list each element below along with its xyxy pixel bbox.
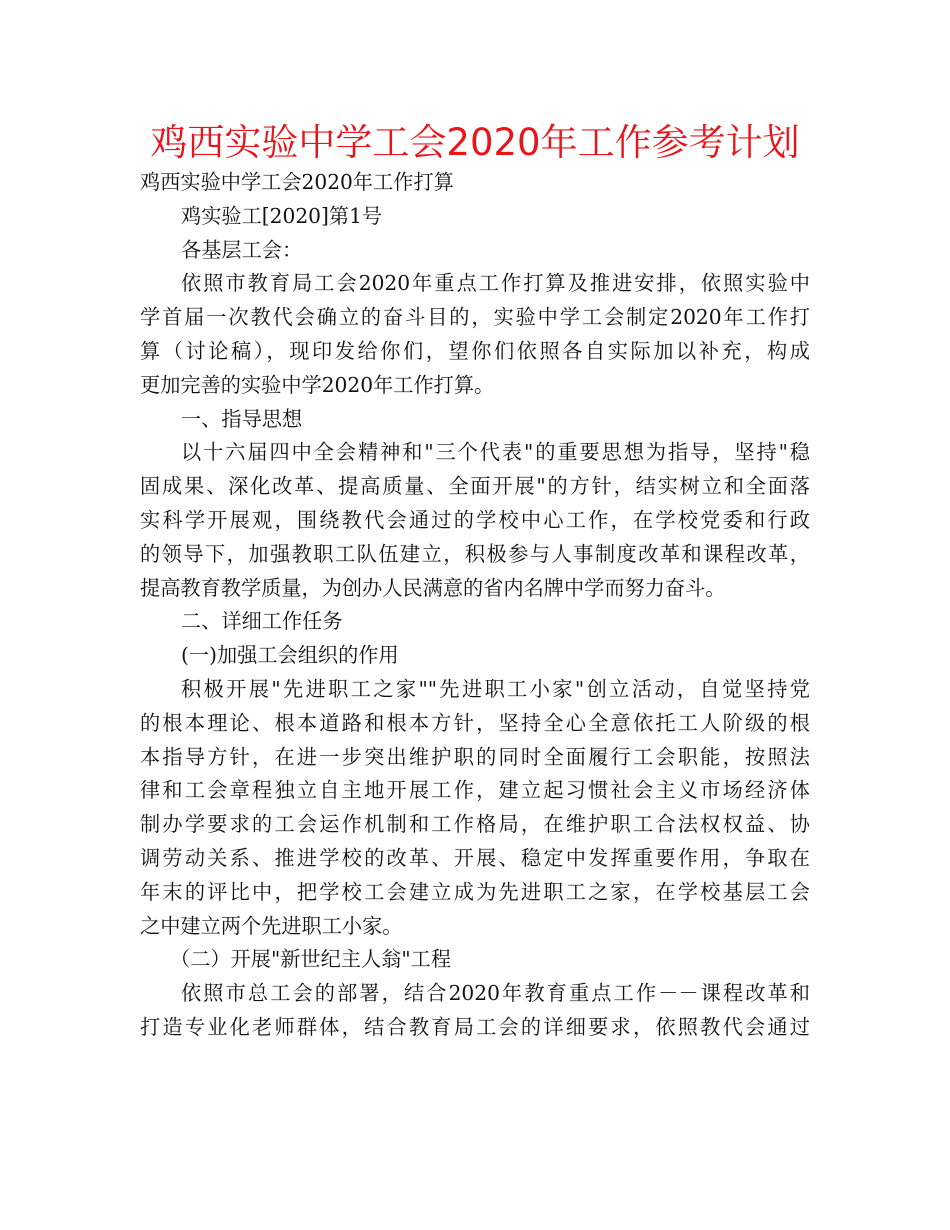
body-line: 以十六届四中全会精神和"三个代表"的重要思想为指导，坚持"稳 bbox=[181, 440, 810, 465]
body-line: 打造专业化老师群体，结合教育局工会的详细要求，依照教代会通过 bbox=[140, 1014, 810, 1039]
body-line: 依照市教育局工会2020年重点工作打算及推进安排，依照实验中 bbox=[181, 271, 810, 296]
body-line: 依照市总工会的部署，结合2020年教育重点工作－－课程改革和 bbox=[181, 981, 810, 1006]
body-line: 的领导下，加强教职工队伍建立，积极参与人事制度改革和课程改革， bbox=[140, 541, 810, 566]
body-line: 学首届一次教代会确立的奋斗目的，实验中学工会制定2020年工作打 bbox=[140, 305, 810, 330]
body-line: 之中建立两个先进职工小家。 bbox=[140, 913, 403, 938]
body-line: 各基层工会： bbox=[181, 237, 303, 262]
body-line: （二）开展"新世纪主人翁"工程 bbox=[170, 947, 452, 972]
body-line: 鸡西实验中学工会2020年工作打算 bbox=[140, 170, 454, 194]
body-line: 制办学要求的工会运作机制和工作格局，在维护职工合法权权益、协 bbox=[140, 812, 810, 837]
body-line: 一、指导思想 bbox=[181, 406, 303, 431]
body-line: 积极开展"先进职工之家""先进职工小家"创立活动，自觉坚持党 bbox=[181, 676, 810, 701]
body-line: 年末的评比中，把学校工会建立成为先进职工之家，在学校基层工会 bbox=[140, 879, 810, 904]
body-line: 鸡实验工[2020]第1号 bbox=[181, 203, 383, 228]
body-line: 二、详细工作任务 bbox=[181, 609, 343, 634]
body-line: 调劳动关系、推进学校的改革、开展、稳定中发挥重要作用，争取在 bbox=[140, 845, 810, 870]
document-title: 鸡西实验中学工会2020年工作参考计划 bbox=[150, 121, 800, 164]
body-line: (一)加强工会组织的作用 bbox=[181, 643, 399, 668]
body-line: 的根本理论、根本道路和根本方针，坚持全心全意依托工人阶级的根 bbox=[140, 710, 810, 735]
body-line: 更加完善的实验中学2020年工作打算。 bbox=[140, 372, 495, 397]
body-line: 本指导方针，在进一步突出维护职的同时全面履行工会职能，按照法 bbox=[140, 744, 810, 769]
document-body bbox=[140, 166, 810, 1045]
body-line: 提高教育教学质量，为创办人民满意的省内名牌中学而努力奋斗。 bbox=[140, 575, 726, 600]
body-line: 算（讨论稿），现印发给你们，望你们依照各自实际加以补充，构成 bbox=[140, 338, 810, 363]
body-line: 实科学开展观，围绕教代会通过的学校中心工作，在学校党委和行政 bbox=[140, 507, 810, 532]
body-line: 律和工会章程独立自主地开展工作，建立起习惯社会主义市场经济体 bbox=[140, 778, 810, 803]
body-line: 固成果、深化改革、提高质量、全面开展"的方针，结实树立和全面落 bbox=[140, 474, 810, 499]
